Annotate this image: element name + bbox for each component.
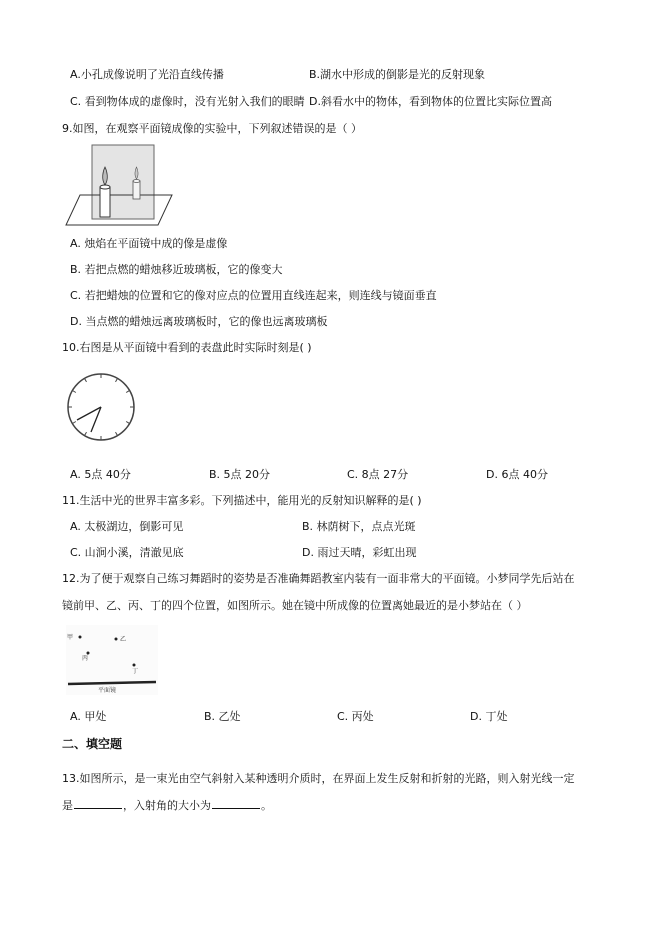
q11-option-d: D. 雨过天晴，彩虹出现 [302,546,417,559]
q10-option-d: D. 6点 40分 [486,468,548,481]
q11-option-b: B. 林荫树下，点点光斑 [302,520,416,533]
q12-stem-line1: 12.为了便于观察自己练习舞蹈时的姿势是否准确舞蹈教室内装有一面非常大的平面镜。小梦同学先后站在 [62,572,575,585]
q9-stem: 9.如图，在观察平面镜成像的实验中，下列叙述错误的是（ ） [62,122,362,135]
q8-option-c: C. 看到物体成的虚像时，没有光射入我们的眼睛 [70,95,305,108]
q9-option-b: B. 若把点燃的蜡烛移近玻璃板，它的像变大 [70,263,283,276]
q12-option-b: B. 乙处 [204,710,241,723]
q11-option-a: A. 太极湖边，倒影可见 [70,520,184,533]
q12-option-a: A. 甲处 [70,710,107,723]
section-title-fill-in: 二、填空题 [62,737,123,751]
q12-option-d: D. 丁处 [470,710,508,723]
mirror-positions-figure [66,625,158,695]
q13-line2 [62,798,272,813]
q13-text-a: 是 [62,799,73,812]
q8-option-b: B.湖水中形成的倒影是光的反射现象 [309,68,486,81]
q10-option-c: C. 8点 27分 [347,468,409,481]
q10-stem: 10.右图是从平面镜中看到的表盘此时实际时刻是( ) [62,341,312,354]
clock-figure [66,372,136,442]
q11-stem: 11.生活中光的世界丰富多彩。下列描述中，能用光的反射知识解释的是( ) [62,494,422,507]
mirror-candle-figure [64,143,174,228]
label-jia: 甲 [67,634,74,641]
q10-option-b: B. 5点 20分 [209,468,271,481]
q13-text-c: 。 [261,799,272,812]
q13-line1: 13.如图所示，是一束光由空气斜射入某种透明介质时，在界面上发生反射和折射的光路，则入射光线一定 [62,772,575,785]
q8-option-d: D.斜看水中的物体，看到物体的位置比实际位置高 [309,95,552,108]
q13-blank-2[interactable] [212,798,260,809]
q12-option-c: C. 丙处 [337,710,374,723]
q9-option-c: C. 若把蜡烛的位置和它的像对应点的位置用直线连起来，则连线与镜面垂直 [70,289,437,302]
q10-option-a: A. 5点 40分 [70,468,131,481]
q8-option-a: A.小孔成像说明了光沿直线传播 [70,68,224,81]
label-mirror: 平面镜 [98,687,117,694]
q9-option-d: D. 当点燃的蜡烛远离玻璃板时，它的像也远离玻璃板 [70,315,328,328]
q12-stem-line2: 镜前甲、乙、丙、丁的四个位置，如图所示。她在镜中所成像的位置离她最近的是小梦站在（ ） [62,599,528,612]
label-ding: 丁 [132,668,139,675]
label-bing: 丙 [82,655,89,662]
q13-text-b: ，入射角的大小为 [123,799,211,812]
label-yi: 乙 [120,636,127,643]
q9-option-a: A. 烛焰在平面镜中成的像是虚像 [70,237,228,250]
q11-option-c: C. 山涧小溪，清澈见底 [70,546,184,559]
q13-blank-1[interactable] [74,798,122,809]
